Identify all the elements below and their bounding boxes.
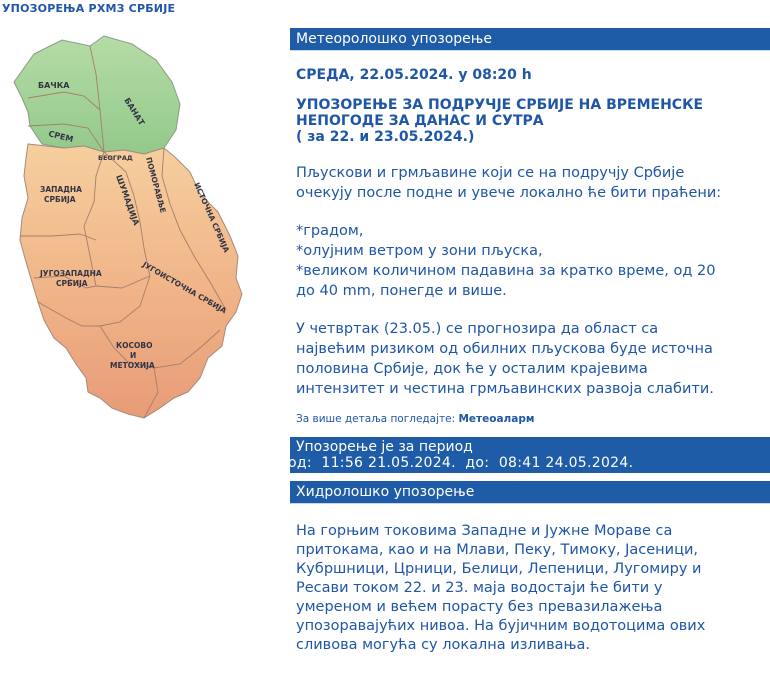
para1-line-2: очекују после подне и увече локално ће бити праћени: — [296, 185, 722, 201]
period-to-value: 08:41 24.05.2024. — [498, 455, 634, 471]
map-label-beograd: БЕОГРАД — [98, 154, 133, 162]
serbia-warning-map[interactable] — [4, 26, 272, 424]
map-label-backa: БАЧКА — [38, 81, 70, 90]
hydro-line-7: сливова могућа су локална изливања. — [296, 637, 591, 653]
warning-paragraph-1 — [296, 163, 762, 203]
map-region-north[interactable] — [14, 36, 180, 154]
map-label-istocna-srbija: ИСТОЧНА СРБИЈА — [192, 181, 232, 254]
bullet-wind: *олујним ветром у зони пљуска, — [296, 243, 543, 259]
map-label-jugozapadna: ЈУГОЗАПАДНА — [40, 269, 102, 278]
hydro-paragraph — [296, 522, 762, 655]
warning-period-box — [290, 437, 770, 473]
meteoalarm-link[interactable]: Метеоаларм — [458, 413, 535, 425]
period-from-label: од: — [288, 455, 312, 471]
period-from-value: 11:56 21.05.2024. — [321, 455, 456, 471]
warning-bullets — [296, 221, 762, 301]
hydro-line-1: На горњим токовима Западне и Јужне Мораве са — [296, 523, 673, 539]
map-label-banat: БАНАТ — [122, 96, 147, 128]
warnings-panel — [290, 28, 770, 655]
para1-line-1: Пљускови и грмљавине који се на подручју Србије — [296, 165, 685, 181]
headline-line-3: ( за 22. и 23.05.2024.) — [296, 129, 475, 145]
issue-date: СРЕДА, 22.05.2024. у 08:20 h — [296, 67, 532, 83]
para3-line-3: половина Србије, док ће у осталим крајевима — [296, 361, 648, 377]
map-label-zapadna: ЗАПАДНА — [40, 185, 82, 194]
hydro-line-2: притокама, као и на Млави, Пеку, Тимоку, Јасеници, — [296, 542, 698, 558]
hydro-line-5: умереном и већем порасту без превазилажења — [296, 599, 663, 615]
map-label-sumadija: ШУМАДИЈА — [114, 173, 141, 227]
headline-line-1: УПОЗОРЕЊЕ ЗА ПОДРУЧЈЕ СРБИЈЕ НА ВРЕМЕНСКЕ — [296, 97, 704, 113]
page-title: УПОЗОРЕЊА РХМЗ СРБИЈЕ — [2, 2, 176, 15]
map-label-jugozapadna-srbija: СРБИЈА — [56, 279, 88, 288]
hydro-line-4: Ресави током 22. и 23. маја водостаји ће бити у — [296, 580, 663, 596]
hydro-warning-header: Хидролошко упозорење — [290, 481, 770, 504]
para3-line-2: највећим ризиком од обилних пљускова буде источна — [296, 341, 713, 357]
headline-line-2: НЕПОГОДЕ ЗА ДАНАС И СУТРА — [296, 113, 544, 129]
warning-headline — [296, 97, 770, 145]
period-to-label: до: — [465, 455, 490, 471]
details-text: За више детаља погледајте: — [296, 413, 456, 425]
map-label-metohija: МЕТОХИЈА — [110, 361, 155, 370]
map-label-jugoistocna-srbija: ЈУГОИСТОЧНА СРБИЈА — [141, 259, 229, 316]
map-label-i: И — [130, 351, 137, 360]
period-label: Упозорење је за период — [296, 439, 473, 455]
map-label-zapadna-srbija: СРБИЈА — [44, 195, 76, 204]
period-range — [288, 455, 770, 471]
map-label-srem: СРЕМ — [47, 129, 75, 145]
details-line — [296, 413, 770, 425]
map-label-pomoravlje: ПОМОРАВЉЕ — [144, 156, 168, 214]
bullet-hail: *градом, — [296, 223, 364, 239]
hydro-line-3: Кубршници, Црници, Белици, Лепеници, Лугомиру и — [296, 561, 702, 577]
warning-paragraph-3 — [296, 319, 762, 399]
meteo-warning-header: Метеоролошко упозорење — [290, 28, 770, 51]
para3-line-1: У четвртак (23.05.) се прогнозира да област са — [296, 321, 659, 337]
hydro-line-6: упозоравајућих нивоа. На бујичним водотоцима ових — [296, 618, 706, 634]
para3-line-4: интензитет и честина грмљавинских развоја слабити. — [296, 381, 714, 397]
map-label-kosovo: КОСОВО — [116, 341, 153, 350]
bullet-rain-line-1: *великом количином падавина за кратко време, од 20 — [296, 263, 716, 279]
bullet-rain-line-2: до 40 mm, понегде и више. — [296, 283, 507, 299]
